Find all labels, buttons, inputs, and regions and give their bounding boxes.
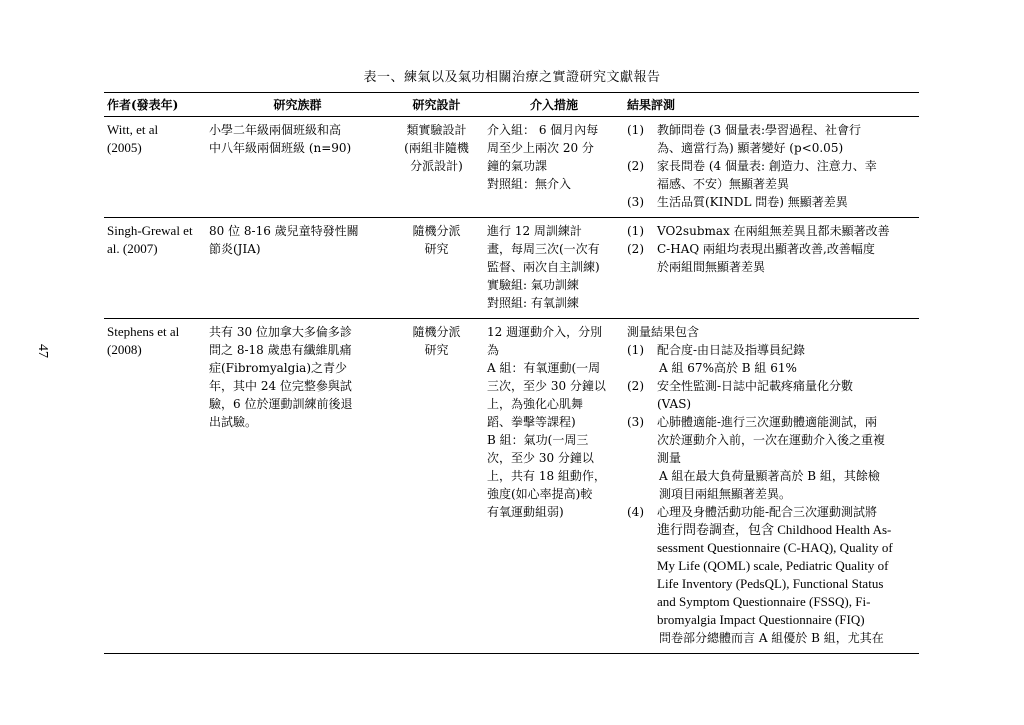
result-item: (3) 心肺體適能-進行三次運動體適能測試，兩 次於運動介入前，一次在運動介入後之重複 測量 — [627, 415, 886, 465]
result-item: (1) 配合度-由日誌及指導員紀錄 — [627, 343, 806, 357]
result-item: (3) 生活品質(KINDL 問卷) 無顯著差異 — [627, 195, 848, 209]
intervention-cell: 介入組： 6 個月內每 周至少上兩次 20 分 鐘的氣功課 對照組：無介入 — [484, 117, 624, 218]
results-intro: 測量結果包含 — [627, 325, 700, 339]
table-row — [104, 319, 919, 654]
intervention-cell: 12 週運動介入，分別 為 A 組：有氧運動(一周 三次，至少 30 分鐘以 上，為強化心肌舞 蹈、拳擊等課程) B 組：氣功(一周三 次，至少 30 分鐘以 上，共有 18 組動作， 強度(如心率提高)較 有氧運動組弱) — [484, 319, 624, 654]
header-population: 研究族群 — [206, 93, 389, 117]
header-design: 研究設計 — [389, 93, 484, 117]
table-header-row — [104, 93, 919, 117]
table-row — [104, 117, 919, 218]
intervention-cell: 進行 12 周訓練計 畫，每周三次(一次有 監督、兩次自主訓練) 實驗組: 氣功訓練 對照組: 有氧訓練 — [484, 218, 624, 319]
page-number: 47 — [35, 344, 50, 358]
author-cell: Stephens et al (2008) — [104, 319, 206, 654]
design-cell: 隨機分派 研究 — [389, 218, 484, 319]
population-cell: 小學二年級兩個班級和高 中八年級兩個班級 (n=90) — [206, 117, 389, 218]
result-item: (4) 心理及身體活動功能-配合三次運動測試將 進行問卷調查，包含 Childhood Health As- sessment Questionnaire (C-HAQ), Quality of My Life (QOML) scale, Pediatric Quality of Life Inventory (PedsQL), Functional Status and Symptom Questionnaire (FSSQ), Fi- bromyalgia Impact Questionnaire (FIQ) — [627, 505, 893, 627]
result-item: (1) 教師問卷 (3 個量表:學習過程、社會行 為、適當行為) 顯著變好 (p<0.05) — [627, 123, 861, 155]
header-author: 作者(發表年) — [104, 93, 206, 117]
table-title: 表一、練氣以及氣功相關治療之實證研究文獻報告 — [363, 70, 661, 85]
result-item: (2) 家長問卷 (4 個量表: 創造力、注意力、幸 福感、不安）無顯著差異 — [627, 159, 877, 191]
design-cell: 隨機分派 研究 — [389, 319, 484, 654]
result-item: (1) VO2submax 在兩組無差異且都未顯著改善 — [627, 224, 890, 238]
author-cell: Singh-Grewal et al. (2007) — [104, 218, 206, 319]
population-cell: 共有 30 位加拿大多倫多診 問之 8-18 歲患有纖維肌痛 症(Fibromyalgia)之青少 年，其中 24 位完整參與試 驗，6 位於運動訓練前後退 出試驗。 — [206, 319, 389, 654]
header-intervention: 介入措施 — [484, 93, 624, 117]
table-row — [104, 218, 919, 319]
result-item: (2) 安全性監測-日誌中記載疼痛量化分數 (VAS) — [627, 379, 854, 411]
design-cell: 類實驗設計 (兩組非隨機 分派設計) — [389, 117, 484, 218]
results-cell: 測量結果包含 (1) 配合度-由日誌及指導員紀錄 A 組 67%高於 B 組 61% (2) 安全性監測-日誌中記載疼痛量化分數 (VAS) (3) 心肺體適能-進行三次運動體適能測試，兩 次於運動介入前，一次在運動介入後之重複 測量 A 組在最大負荷量顯著高於 B 組，其餘檢 測項目兩組無顯著差異。 (4) 心理及身體活動功能-配合三次運動測試將 進行問卷調查，包含 Childhood Health As- sessment Questionnaire (C-HAQ), Quality of My Life (QOML) scale, Pediatric Quality of Life Inventory (PedsQL), Functional Status and Symptom Questionnaire (FSSQ), Fi- bromyalgia Impact Questionnaire (FIQ) 問卷部分總體而言 A 組優於 B 組，尤其在 — [624, 319, 919, 654]
header-results: 結果評測 — [624, 93, 919, 117]
result-item: (2) C-HAQ 兩組均表現出顯著改善,改善幅度 於兩組間無顯著差異 — [627, 242, 875, 274]
population-cell: 80 位 8-16 歲兒童特發性關 節炎(JIA) — [206, 218, 389, 319]
evidence-table — [104, 92, 919, 654]
results-cell — [624, 218, 919, 319]
results-cell — [624, 117, 919, 218]
author-cell: Witt, et al (2005) — [104, 117, 206, 218]
